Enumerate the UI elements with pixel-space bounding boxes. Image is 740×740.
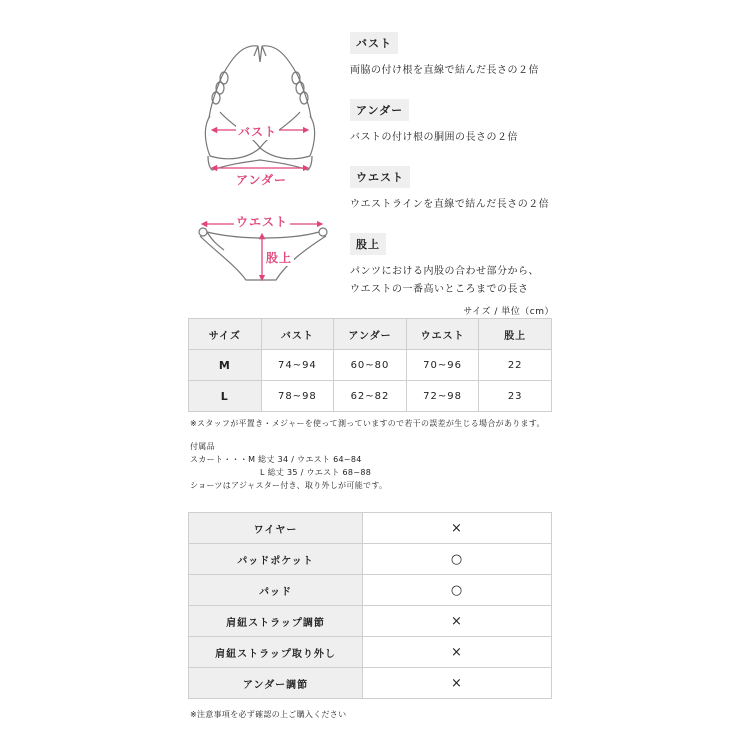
feature-label: 肩紐ストラップ取り外し — [189, 637, 363, 668]
bikini-illustration — [180, 28, 340, 298]
staff-note: ※スタッフが平置き・メジャーを使って測っていますので若干の誤差が生じる場合があります。 — [190, 419, 545, 428]
feature-value: ○ — [363, 575, 552, 606]
accessory-line: ショーツはアジャスター付き、取り外しが可能です。 — [190, 481, 388, 490]
unit-note: サイズ / 単位（cm） — [463, 307, 554, 317]
measure-tag: バスト — [350, 32, 398, 54]
measure-line: 両脇の付け根を直線で結んだ長さの２倍 — [350, 65, 539, 76]
feature-value: ○ — [363, 544, 552, 575]
measurement-diagram — [180, 28, 340, 298]
table-row — [189, 381, 552, 412]
accessory-line: L 総丈 35 / ウエスト 68~88 — [260, 468, 372, 477]
table-cell: 62~82 — [334, 381, 407, 412]
table-row — [189, 513, 552, 544]
table-cell: 74~94 — [261, 350, 334, 381]
feature-label: パッド — [189, 575, 363, 606]
bikini-bottom — [199, 228, 327, 280]
size-table — [188, 318, 552, 412]
measure-under — [350, 99, 518, 147]
measure-description — [350, 62, 539, 80]
table-header-cell: サイズ — [189, 319, 262, 350]
measure-rise — [350, 233, 539, 299]
measure-tag: アンダー — [350, 99, 409, 121]
table-row — [189, 575, 552, 606]
diagram-rise-label: 股上 — [266, 251, 293, 265]
bottom-note: ※注意事項を必ず確認の上ご購入ください — [190, 710, 347, 719]
accessory-line: スカート・・・M 総丈 34 / ウエスト 64~84 — [190, 455, 362, 464]
table-cell: 22 — [479, 350, 552, 381]
measure-line: パンツにおける内股の合わせ部分から、 — [350, 266, 539, 277]
feature-table — [188, 512, 552, 699]
measure-waist — [350, 166, 549, 214]
size-label: M — [189, 350, 262, 381]
table-header-cell: 股上 — [479, 319, 552, 350]
bikini-top — [205, 46, 314, 170]
table-cell: 60~80 — [334, 350, 407, 381]
table-header-cell: ウエスト — [406, 319, 479, 350]
measure-tag: 股上 — [350, 233, 386, 255]
measure-tag: ウエスト — [350, 166, 410, 188]
table-row — [189, 544, 552, 575]
feature-label: パッドポケット — [189, 544, 363, 575]
table-cell: 78~98 — [261, 381, 334, 412]
table-row — [189, 350, 552, 381]
table-row — [189, 606, 552, 637]
accessory-title: 付属品 — [190, 442, 215, 451]
measure-bust — [350, 32, 539, 80]
table-row — [189, 668, 552, 699]
diagram-under-label: アンダー — [236, 173, 288, 187]
feature-label: アンダー調節 — [189, 668, 363, 699]
table-header-cell: バスト — [261, 319, 334, 350]
accessory-info — [190, 440, 387, 492]
measure-line: バストの付け根の胴囲の長さの２倍 — [350, 132, 518, 143]
feature-value: × — [363, 513, 552, 544]
measure-line: ウエストの一番高いところまでの長さ — [350, 284, 529, 295]
table-header-cell: アンダー — [334, 319, 407, 350]
measure-description — [350, 263, 539, 299]
feature-label: 肩紐ストラップ調節 — [189, 606, 363, 637]
feature-value: × — [363, 637, 552, 668]
measure-line: ウエストラインを直線で結んだ長さの２倍 — [350, 199, 550, 210]
table-header-row — [189, 319, 552, 350]
feature-value: × — [363, 606, 552, 637]
table-row — [189, 637, 552, 668]
feature-label: ワイヤー — [189, 513, 363, 544]
size-label: L — [189, 381, 262, 412]
feature-value: × — [363, 668, 552, 699]
diagram-bust-label: バスト — [238, 125, 278, 139]
measure-description — [350, 129, 518, 147]
table-cell: 23 — [479, 381, 552, 412]
table-cell: 72~98 — [406, 381, 479, 412]
measure-description — [350, 196, 549, 214]
table-cell: 70~96 — [406, 350, 479, 381]
diagram-waist-label: ウエスト — [236, 215, 289, 229]
